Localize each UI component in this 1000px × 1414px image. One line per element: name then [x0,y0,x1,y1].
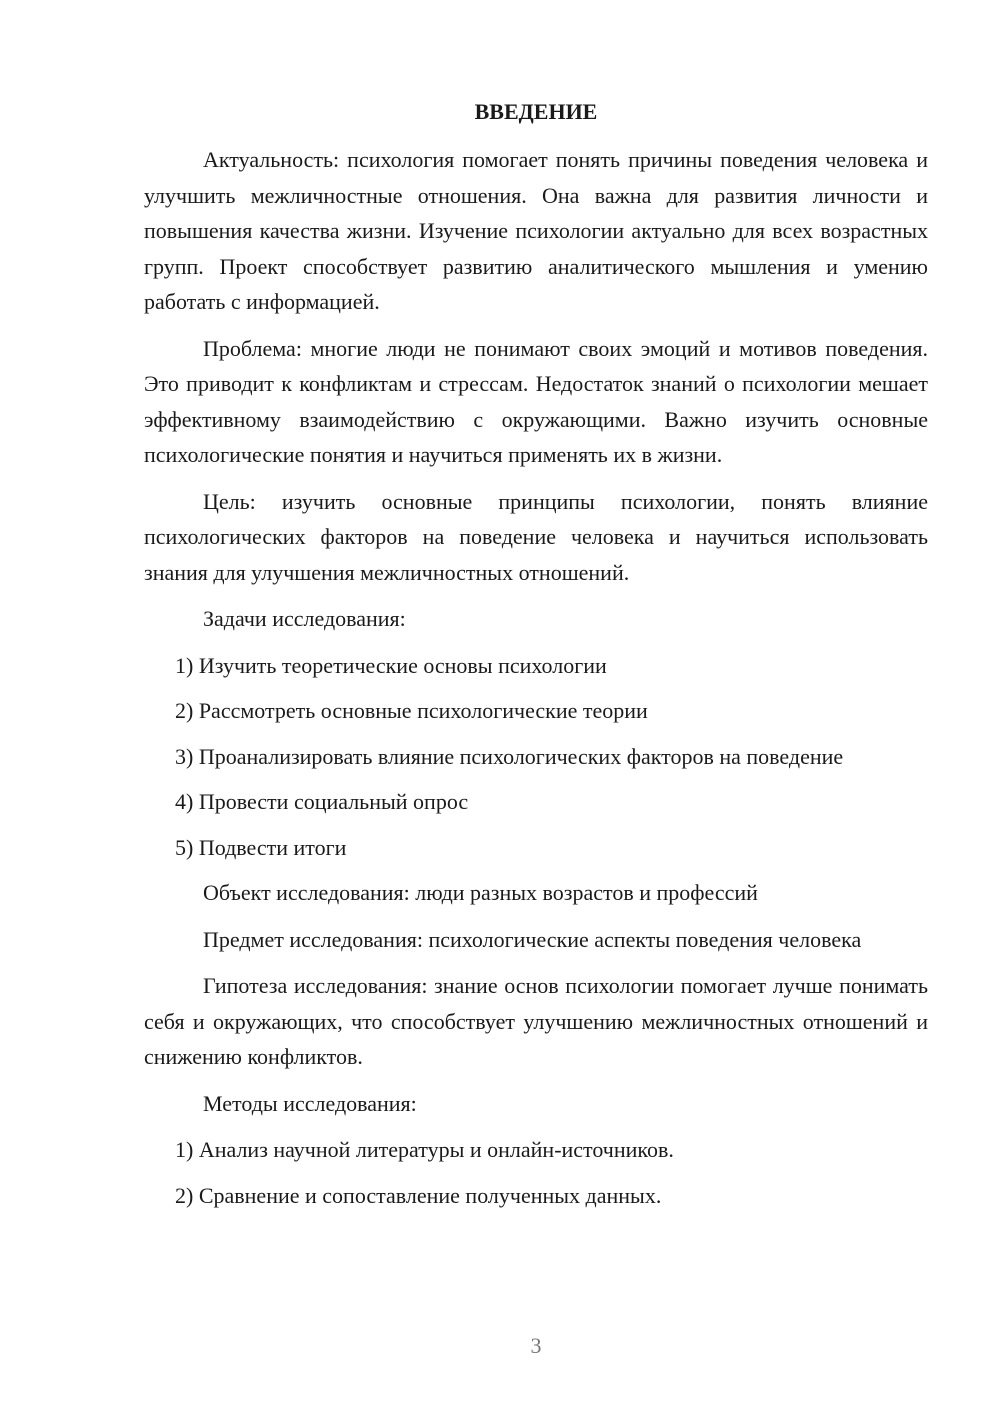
subject-paragraph: Предмет исследования: психологические аспекты поведения человека [203,926,862,952]
task-item-3: 3) Проанализировать влияние психологических факторов на поведение [175,743,844,769]
method-item-2: 2) Сравнение и сопоставление полученных данных. [175,1182,662,1208]
object-paragraph: Объект исследования: люди разных возрастов и профессий [203,880,758,905]
tasks-heading: Задачи исследования: [203,606,406,631]
methods-heading: Методы исследования: [203,1090,417,1116]
goal-paragraph: Цель: изучить основные принципы психологии, понять влияние психологических факторов на поведение человека и научиться использовать знания для улучшения межличностных отношений. [144,488,928,585]
section-title: ВВЕДЕНИЕ [474,99,598,124]
task-item-2: 2) Рассмотреть основные психологические теории [175,698,648,723]
task-item-4: 4) Провести социальный опрос [175,789,469,814]
task-item-5: 5) Подвести итоги [175,834,347,860]
hypothesis-paragraph: Гипотеза исследования: знание основ психологии помогает лучше понимать себя и окружающих, что способствует улучшению межличностных отношений и снижению конфликтов. [144,973,928,1069]
task-item-1: 1) Изучить теоретические основы психологии [175,652,607,678]
problem-paragraph: Проблема: многие люди не понимают своих эмоций и мотивов поведения. Это приводит к конфликтам и стрессам. Недостаток знаний о психологии мешает эффективному взаимодействию с окружающими. Важно изучить основные психологические понятия и научиться применять их в жизни. [144,335,928,467]
relevance-paragraph: Актуальность: психология помогает понять причины поведения человека и улучшить межличностные отношения. Она важна для развития личности и повышения качества жизни. Изучение психологии актуально для всех возрастных групп. Проект способствует развитию аналитического мышления и умению работать с информацией. [144,147,928,314]
page-number: 3 [530,1333,542,1358]
method-item-1: 1) Анализ научной литературы и онлайн-источников. [175,1137,674,1162]
page-content [144,94,928,1223]
